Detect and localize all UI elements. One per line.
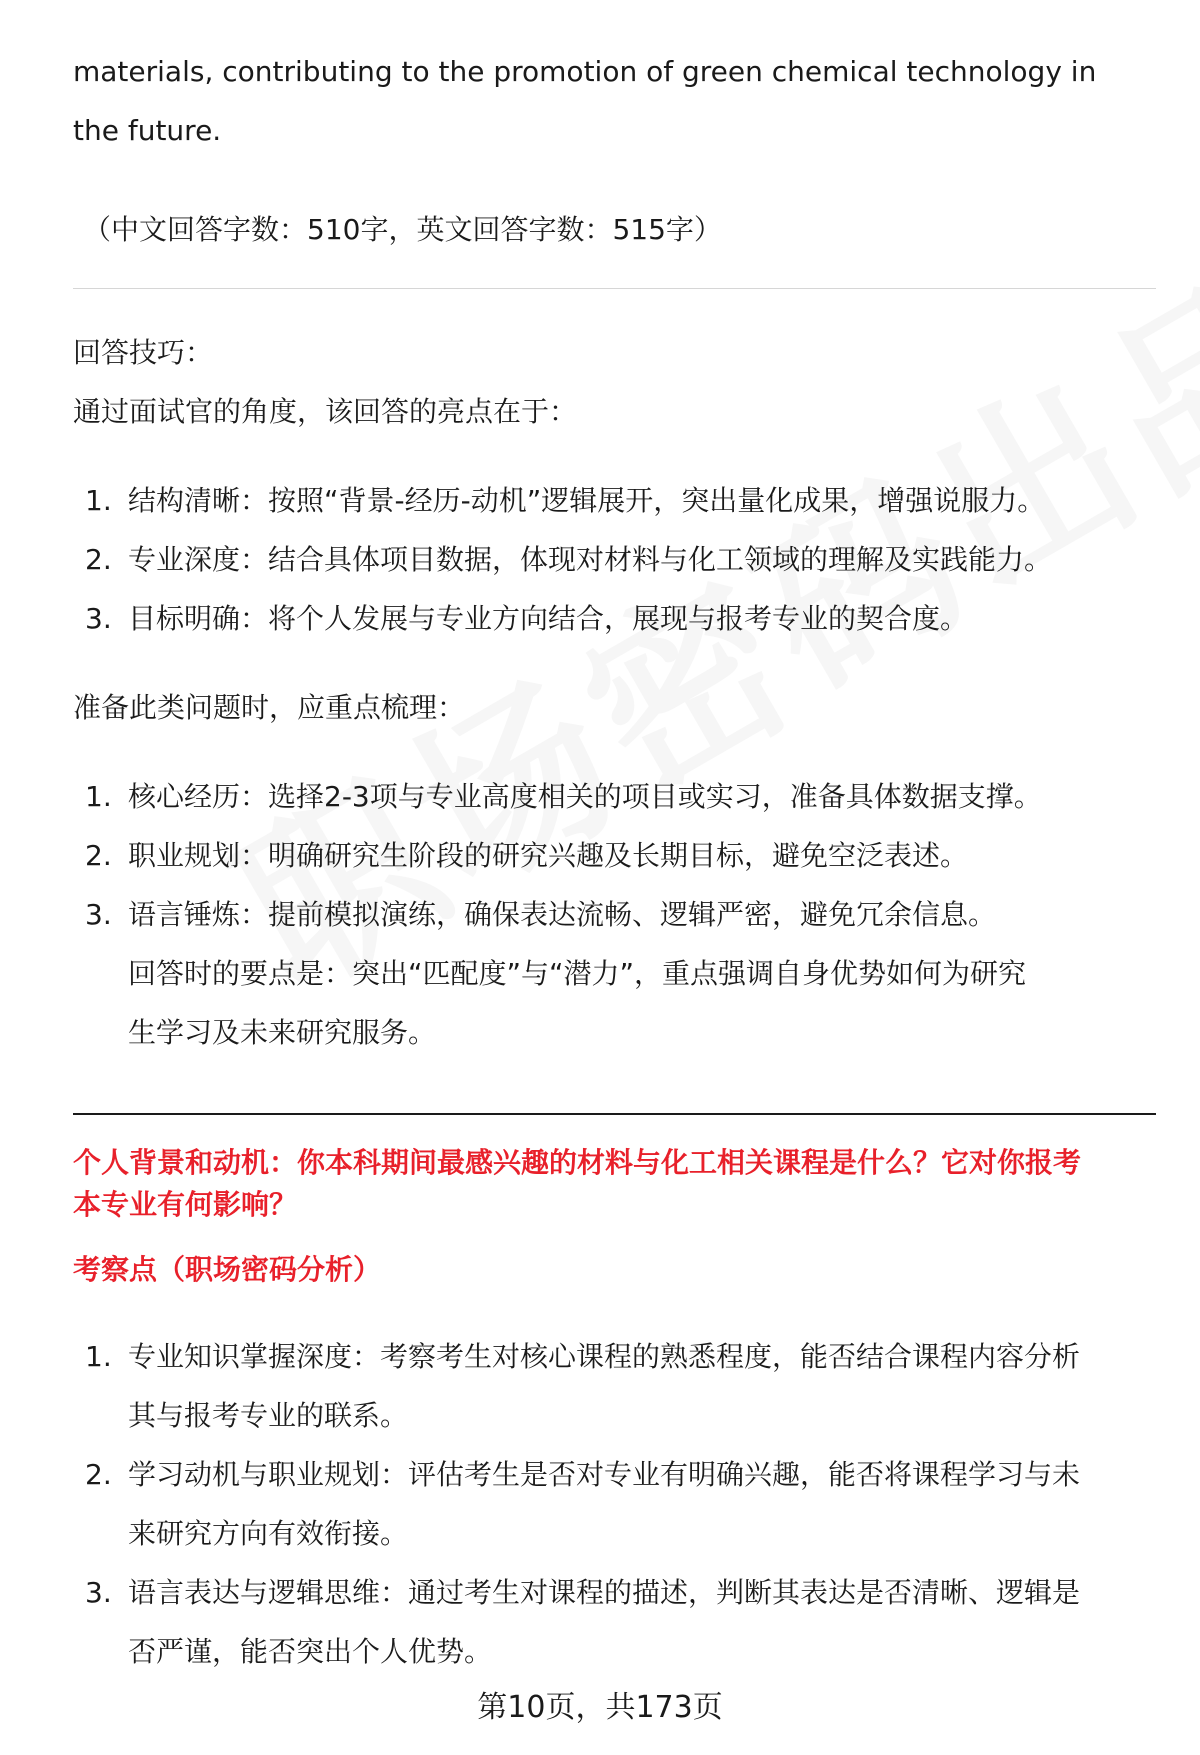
list-text: 其与报考专业的联系。 [128, 1399, 409, 1432]
list-item [73, 885, 1158, 944]
analysis-heading: 考察点（职场密码分析） [73, 1253, 382, 1286]
tips-heading: 回答技巧： [73, 336, 214, 369]
list-text: 核心经历：选择2-3项与专业高度相关的项目或实习，准备具体数据支撑。 [128, 780, 1042, 813]
question-title: 本专业有何影响？ [73, 1188, 298, 1221]
tips-section [73, 323, 1158, 441]
list-number: 2. [85, 543, 112, 576]
list-item [73, 1386, 1158, 1445]
list-text: 专业深度：结合具体项目数据，体现对材料与化工领域的理解及实践能力。 [128, 543, 1053, 576]
list-item [73, 471, 1158, 530]
list-item [73, 944, 1158, 1003]
list-text: 来研究方向有效衔接。 [128, 1517, 409, 1550]
intro-paragraph [73, 42, 1158, 160]
tips-subheading: 通过面试官的角度，该回答的亮点在于： [73, 395, 578, 428]
page-footer: 第10页，共173页 [477, 1690, 723, 1725]
word-count-note [73, 200, 1158, 259]
prep-heading: 准备此类问题时，应重点梳理： [73, 691, 466, 724]
list-item [73, 1563, 1158, 1622]
list-text: 语言表达与逻辑思维：通过考生对课程的描述，判断其表达是否清晰、逻辑是 [128, 1576, 1081, 1609]
list-item [73, 1445, 1158, 1504]
intro-line: the future. [73, 114, 222, 147]
key-point-line: 回答时的要点是：突出“匹配度”与“潜力”，重点强调自身优势如何为研究 [128, 957, 1027, 990]
intro-line: materials, contributing to the promotion of green chemical technology in [73, 55, 1097, 88]
list-number: 2. [85, 839, 112, 872]
prep-list [73, 767, 1158, 1062]
list-item [73, 1504, 1158, 1563]
list-number: 3. [85, 1576, 112, 1609]
list-item [73, 589, 1158, 648]
list-item [73, 767, 1158, 826]
highlights-list [73, 471, 1158, 648]
analysis-heading-block [73, 1249, 1158, 1291]
list-text: 学习动机与职业规划：评估考生是否对专业有明确兴趣，能否将课程学习与未 [128, 1458, 1081, 1491]
list-item [73, 1003, 1158, 1062]
list-item [73, 1622, 1158, 1681]
list-number: 1. [85, 484, 112, 517]
list-text: 职业规划：明确研究生阶段的研究兴趣及长期目标，避免空泛表述。 [128, 839, 969, 872]
question-title: 个人背景和动机：你本科期间最感兴趣的材料与化工相关课程是什么？它对你报考 [73, 1146, 1082, 1179]
list-item [73, 530, 1158, 589]
list-text: 语言锤炼：提前模拟演练，确保表达流畅、逻辑严密，避免冗余信息。 [128, 898, 997, 931]
divider [73, 288, 1156, 289]
key-point-line: 生学习及未来研究服务。 [128, 1016, 437, 1049]
list-number: 2. [85, 1458, 112, 1491]
list-number: 3. [85, 602, 112, 635]
section-divider [73, 1113, 1156, 1115]
list-number: 3. [85, 898, 112, 931]
list-item [73, 826, 1158, 885]
question-block [73, 1142, 1158, 1226]
analysis-list [73, 1327, 1158, 1681]
list-text: 结构清晰：按照“背景-经历-动机”逻辑展开，突出量化成果，增强说服力。 [128, 484, 1046, 517]
list-number: 1. [85, 780, 112, 813]
list-item [73, 1327, 1158, 1386]
list-text: 否严谨，能否突出个人优势。 [128, 1635, 493, 1668]
word-count: （中文回答字数：510字，英文回答字数：515字） [83, 213, 722, 246]
list-text: 专业知识掌握深度：考察考生对核心课程的熟悉程度，能否结合课程内容分析 [128, 1340, 1081, 1373]
list-text: 目标明确：将个人发展与专业方向结合，展现与报考专业的契合度。 [128, 602, 969, 635]
prep-heading-block [73, 678, 1158, 737]
list-number: 1. [85, 1340, 112, 1373]
